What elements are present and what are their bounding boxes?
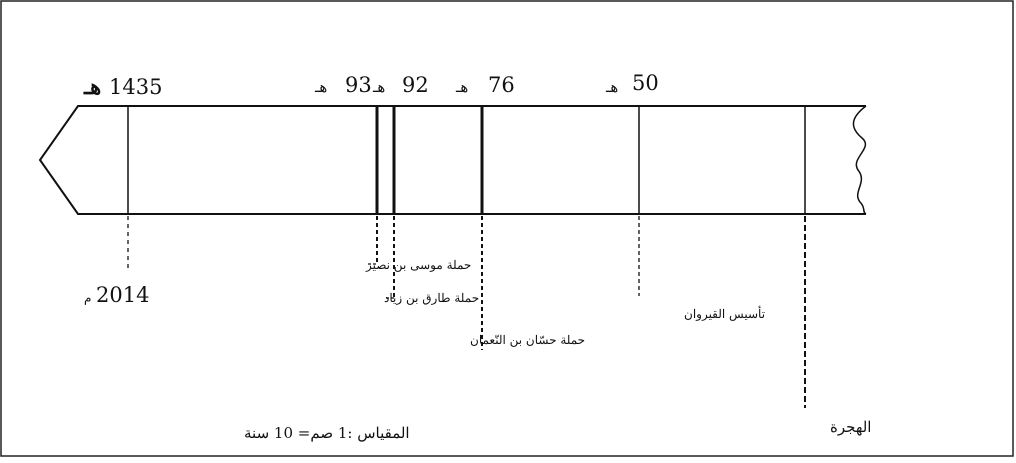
label-93-suffix: هـ [373,78,386,96]
label-1435: 1435 [109,75,163,99]
band-torn-edge [853,106,866,214]
label-hassan: حملة حسّان بن النّعمان [470,333,586,347]
label-2014-suffix: م [84,291,92,305]
label-93: 93 [345,73,372,97]
label-2014: 2014 [96,283,150,307]
label-76: 76 [488,73,515,97]
label-tariq: حملة طارق بن زياد [384,291,480,305]
label-hijra: الهجرة [830,418,872,436]
label-76-suffix: هـ [456,78,469,96]
label-1435-suffix: هـ [84,74,102,99]
timeline-band [40,106,866,214]
outer-border [1,1,1013,456]
label-musa: حملة موسى بن نصير [366,258,472,272]
label-50: 50 [632,71,659,95]
label-93-prefix: هـ [315,78,328,96]
label-92: 92 [402,73,429,97]
label-qayrawan: تأسيس القيروان [684,307,766,321]
scale-note: المقياس :1 صم= 10 سنة [244,424,410,442]
label-50-suffix: هـ [606,78,619,96]
